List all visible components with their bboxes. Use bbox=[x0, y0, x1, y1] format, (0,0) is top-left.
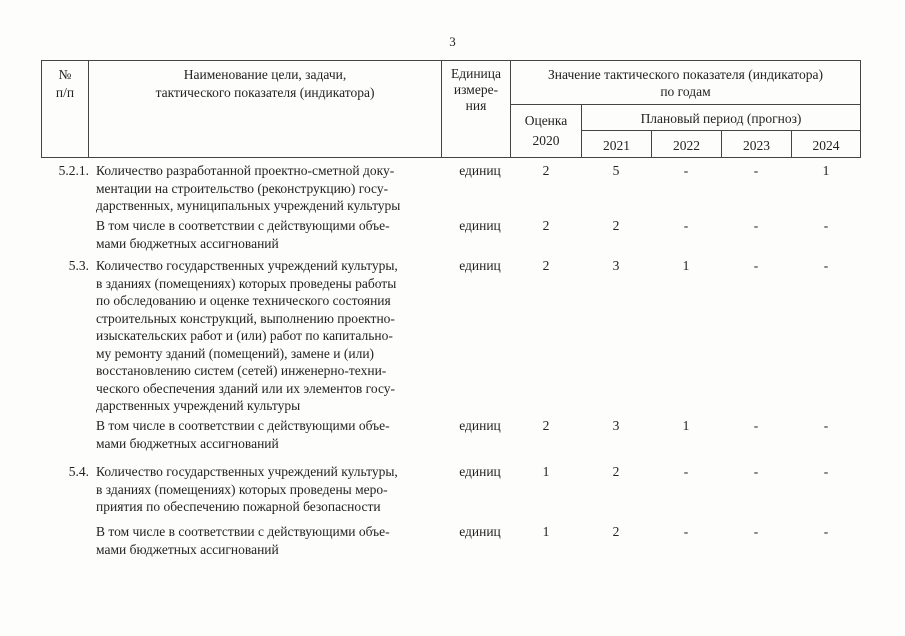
value-2024: 1 bbox=[822, 163, 830, 178]
header-year-2022: 2022 bbox=[651, 130, 722, 158]
header-year-2021: 2021 bbox=[581, 130, 652, 158]
header-name: Наименование цели, задачи, тактического показателя (индикатора) bbox=[88, 60, 442, 158]
row-name: Количество разработанной проектно-сметной доку- ментации на строительство (реконструкцию) госу- дарственных, муниципальных учреждений культуры bbox=[96, 163, 401, 213]
value-2024: - bbox=[823, 218, 829, 233]
value-2022: - bbox=[683, 524, 689, 539]
row-unit: единиц bbox=[459, 524, 501, 539]
value-2022: - bbox=[683, 163, 689, 178]
row-unit: единиц bbox=[459, 218, 501, 233]
row-unit: единиц bbox=[459, 258, 501, 273]
value-2022: - bbox=[683, 464, 689, 479]
header-year-2023: 2023 bbox=[721, 130, 792, 158]
row-number: 5.2.1. bbox=[58, 163, 89, 178]
value-2021: 2 bbox=[612, 218, 620, 233]
header-estimate: Оценка 2020 bbox=[510, 104, 582, 158]
row-name: В том числе в соответствии с действующими объе- мами бюджетных ассигнований bbox=[96, 524, 390, 557]
row-unit: единиц bbox=[459, 418, 501, 433]
row-unit: единиц bbox=[459, 163, 501, 178]
value-2023: - bbox=[753, 218, 759, 233]
row-name: В том числе в соответствии с действующими объе- мами бюджетных ассигнований bbox=[96, 418, 390, 451]
value-2023: - bbox=[753, 464, 759, 479]
value-2020: 1 bbox=[542, 524, 550, 539]
value-2021: 2 bbox=[612, 464, 620, 479]
page-number: 3 bbox=[449, 34, 456, 49]
header-unit: Единица измере- ния bbox=[441, 60, 511, 158]
value-2022: 1 bbox=[682, 418, 690, 433]
header-year-2024: 2024 bbox=[791, 130, 861, 158]
value-2020: 1 bbox=[542, 464, 550, 479]
header-num: № п/п bbox=[41, 60, 89, 158]
value-2020: 2 bbox=[542, 218, 550, 233]
header-plan-period: Плановый период (прогноз) bbox=[581, 104, 861, 131]
value-2020: 2 bbox=[542, 258, 550, 273]
value-2024: - bbox=[823, 258, 829, 273]
value-2021: 3 bbox=[612, 418, 620, 433]
value-2022: - bbox=[683, 218, 689, 233]
row-name: Количество государственных учреждений культуры, в зданиях (помещениях) которых проведены работы по обследованию и оценке технического состояния строительных конструкций, выполнению проектно- изыскательских работ и (или) работ по капитально- му ремонту зданий (помещений), замене и (или) восстановлению систем (сетей) инженерно-техни- ческого обеспечения зданий или их элементов госу- дарственных учреждений культуры bbox=[96, 258, 398, 413]
value-2024: - bbox=[823, 464, 829, 479]
header-value-title: Значение тактического показателя (индикатора) по годам bbox=[510, 60, 861, 105]
row-number: 5.4. bbox=[68, 464, 89, 479]
value-2023: - bbox=[753, 163, 759, 178]
value-2024: - bbox=[823, 524, 829, 539]
value-2020: 2 bbox=[542, 163, 550, 178]
value-2024: - bbox=[823, 418, 829, 433]
value-2020: 2 bbox=[542, 418, 550, 433]
value-2021: 3 bbox=[612, 258, 620, 273]
value-2023: - bbox=[753, 418, 759, 433]
value-2021: 2 bbox=[612, 524, 620, 539]
row-name: В том числе в соответствии с действующими объе- мами бюджетных ассигнований bbox=[96, 218, 390, 251]
row-unit: единиц bbox=[459, 464, 501, 479]
row-number: 5.3. bbox=[68, 258, 89, 273]
value-2022: 1 bbox=[682, 258, 690, 273]
row-name: Количество государственных учреждений культуры, в зданиях (помещениях) которых проведены меро- приятия по обеспечению пожарной безопасности bbox=[96, 464, 398, 514]
value-2023: - bbox=[753, 258, 759, 273]
value-2023: - bbox=[753, 524, 759, 539]
value-2021: 5 bbox=[612, 163, 620, 178]
